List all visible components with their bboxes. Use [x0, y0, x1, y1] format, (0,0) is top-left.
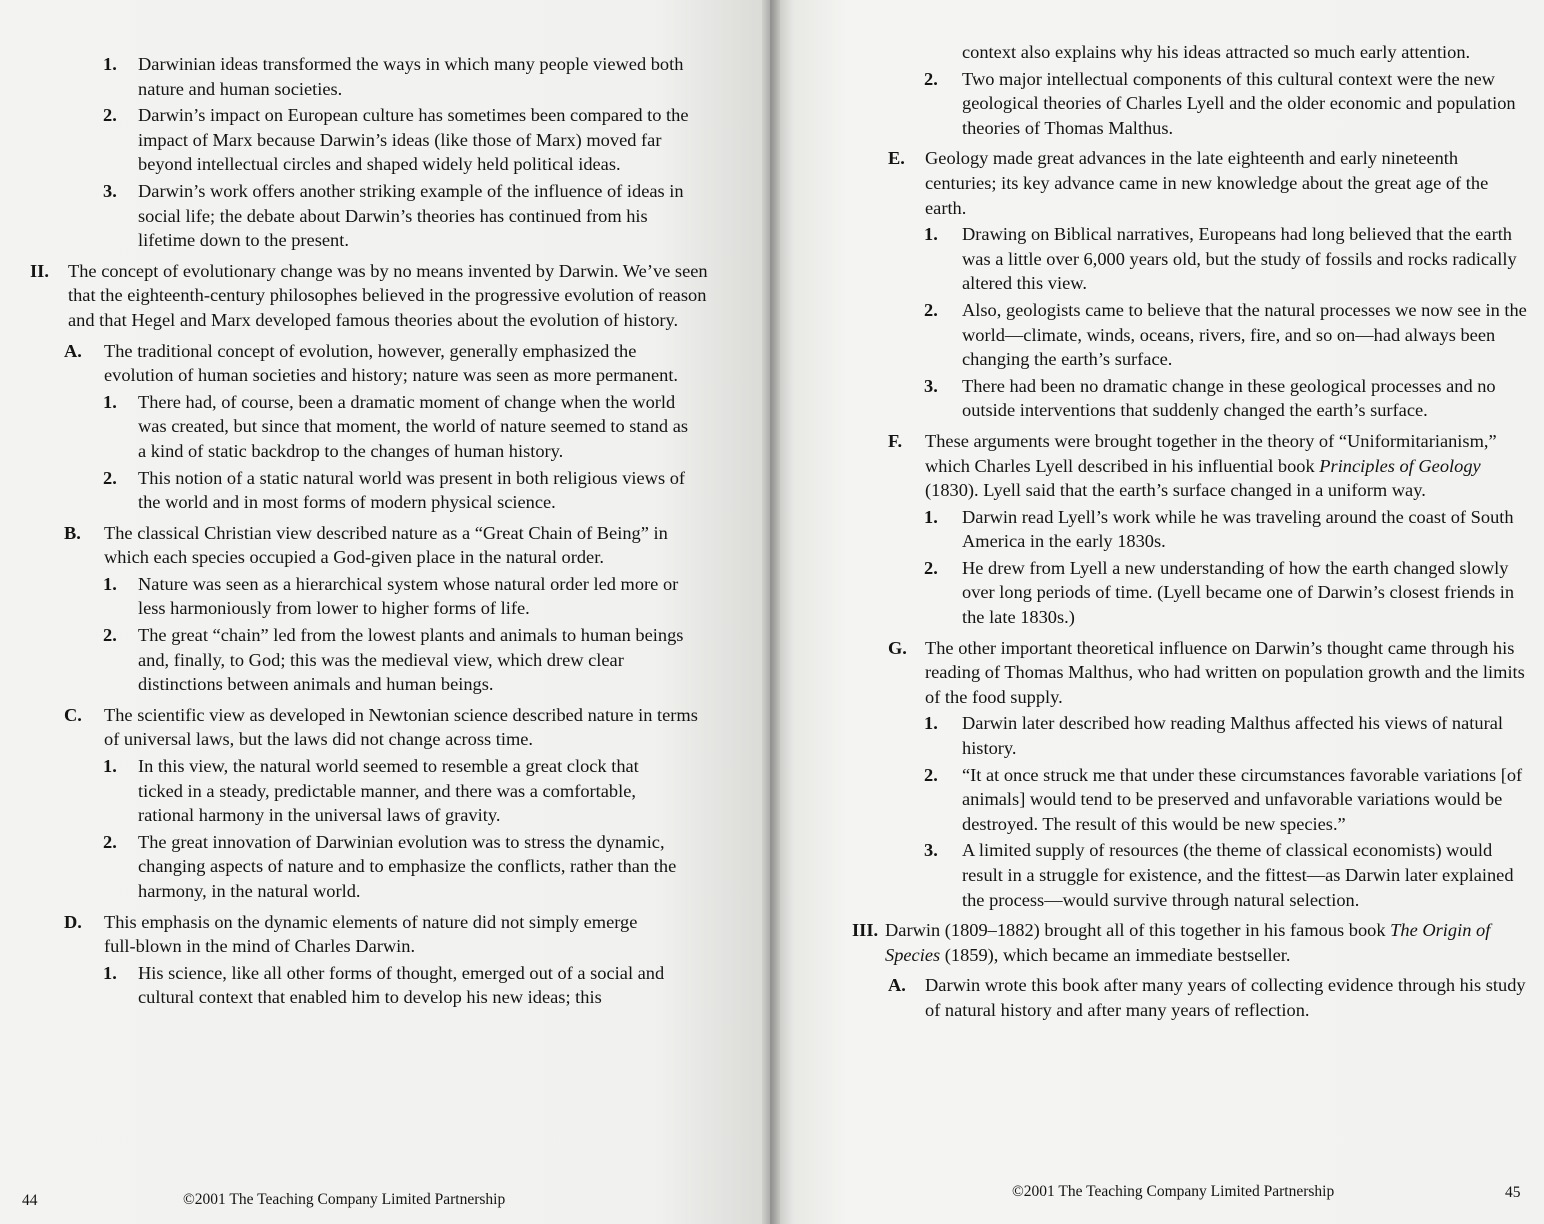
page-number: 44 [22, 1192, 38, 1209]
outline-item: 3. Darwin’s work offers another striking example of the influence of ideas in social life; the debate about Darwin’s theories has continued from his lifetime down to the present. [103, 180, 684, 251]
continuation-text: context also explains why his ideas attracted so much early attention. [962, 42, 1471, 62]
book-gutter [762, 0, 780, 1224]
outline-item: 2. Darwin’s impact on European culture has sometimes been compared to the impact of Marx because Darwin’s ideas (like those of Marx) moved far beyond intellectual circles and shaped widely held political ideas. [103, 105, 689, 175]
copyright-footer: ©2001 The Teaching Company Limited Partnership [1012, 1183, 1335, 1200]
outline-item: 2. He drew from Lyell a new understanding of how the earth changed slowly over long periods of time. (Lyell became one of Darwin’s closest friends in the late 1830s.) [924, 557, 1515, 628]
outline-item: 1. Darwinian ideas transformed the ways in which many people viewed both nature and human societies. [103, 54, 684, 99]
outline-item: 2. “It at once struck me that under these circumstances favorable variations [of animals] would tend to be preserved and unfavorable variations would be destroyed. The result of this would be new species.” [924, 764, 1523, 834]
outline-item: G. The other important theoretical influence on Darwin’s thought came through his reading of Thomas Malthus, who had written on population growth and the limits of the food supply. [888, 637, 1525, 707]
outline-item: F. These arguments were brought together in the theory of “Uniformitarianism,” which Charles Lyell described in his influential book Principles of Geology (1830). Lyell said that the earth’s surface changed in a uniform way. [888, 430, 1497, 501]
outline-item: C. The scientific view as developed in Newtonian science described nature in terms of universal laws, but the laws did not change across time. [64, 704, 698, 750]
outline-item: 1. There had, of course, been a dramatic moment of change when the world was created, but since that moment, the world of nature seemed to stand as a kind of static backdrop to the changes of human history. [103, 391, 689, 461]
outline-item: 1. Darwin read Lyell’s work while he was traveling around the coast of South America in the early 1830s. [924, 506, 1514, 552]
outline-item: 1. Nature was seen as a hierarchical system whose natural order led more or less harmoniously from lower to higher forms of life. [103, 573, 679, 619]
outline-item: A. Darwin wrote this book after many years of collecting evidence through his study of natural history and after many years of reflection. [888, 975, 1526, 1020]
outline-item: 1. In this view, the natural world seemed to resemble a great clock that ticked in a steady, predictable manner, and there was a comfortable, rational harmony in the universal laws of gravity. [103, 756, 639, 826]
page-number: 45 [1505, 1184, 1521, 1201]
outline-item: 2. This notion of a static natural world was present in both religious views of the world and in most forms of modern physical science. [103, 467, 686, 513]
outline-item: II. The concept of evolutionary change was by no means invented by Darwin. We’ve seen that the eighteenth-century philosophes believed in the progressive evolution of reason and that Hegel and Marx developed famous theories about the evolution of history. [30, 260, 708, 330]
right-page [770, 0, 1544, 1224]
outline-item: 2. The great innovation of Darwinian evolution was to stress the dynamic, changing aspects of nature and to emphasize the conflicts, rather than the harmony, in the natural world. [103, 831, 677, 901]
outline-item: E. Geology made great advances in the late eighteenth and early nineteenth centuries; its key advance came in new knowledge about the great age of the earth. [888, 148, 1489, 218]
left-page-outline [0, 52, 770, 1010]
outline-item: 1. His science, like all other forms of thought, emerged out of a social and cultural context that enabled him to develop his new ideas; this [103, 962, 665, 1008]
outline-item: III. Darwin (1809–1882) brought all of this together in his famous book The Origin of Species (1859), which became an immediate bestseller. [852, 920, 1491, 965]
outline-item: 2. Two major intellectual components of this cultural context were the new geological theories of Charles Lyell and the older economic and population theories of Thomas Malthus. [924, 68, 1516, 138]
outline-item: 1. Darwin later described how reading Malthus affected his views of natural history. [924, 713, 1503, 759]
outline-item: 2. The great “chain” led from the lowest plants and animals to human beings and, finally, to God; this was the medieval view, which drew clear distinctions between animals and human beings. [103, 625, 684, 695]
outline-item: D. This emphasis on the dynamic elements of nature did not simply emerge full-blown in the mind of Charles Darwin. [64, 911, 638, 957]
outline-item: 3. A limited supply of resources (the theme of classical economists) would result in a struggle for existence, and the fittest—as Darwin later explained the process—would survive through natural selection. [924, 840, 1514, 910]
right-page-outline [770, 40, 1544, 1023]
outline-item: 3. There had been no dramatic change in these geological processes and no outside interventions that suddenly changed the earth’s surface. [924, 375, 1496, 421]
outline-item: 2. Also, geologists came to believe that the natural processes we now see in the world—climate, winds, oceans, rivers, fire, and so on—had always been changing the earth’s surface. [924, 299, 1527, 370]
outline-item: B. The classical Christian view described nature as a “Great Chain of Being” in which each species occupied a God-given place in the natural order. [64, 522, 668, 568]
outline-item: A. The traditional concept of evolution, however, generally emphasized the evolution of human societies and history; nature was seen as more permanent. [64, 340, 679, 386]
outline-item: 1. Drawing on Biblical narratives, Europeans had long believed that the earth was a little over 6,000 years old, but the study of fossils and rocks radically altered this view. [924, 224, 1517, 294]
copyright-footer: ©2001 The Teaching Company Limited Partnership [183, 1191, 506, 1208]
left-page [0, 0, 770, 1224]
